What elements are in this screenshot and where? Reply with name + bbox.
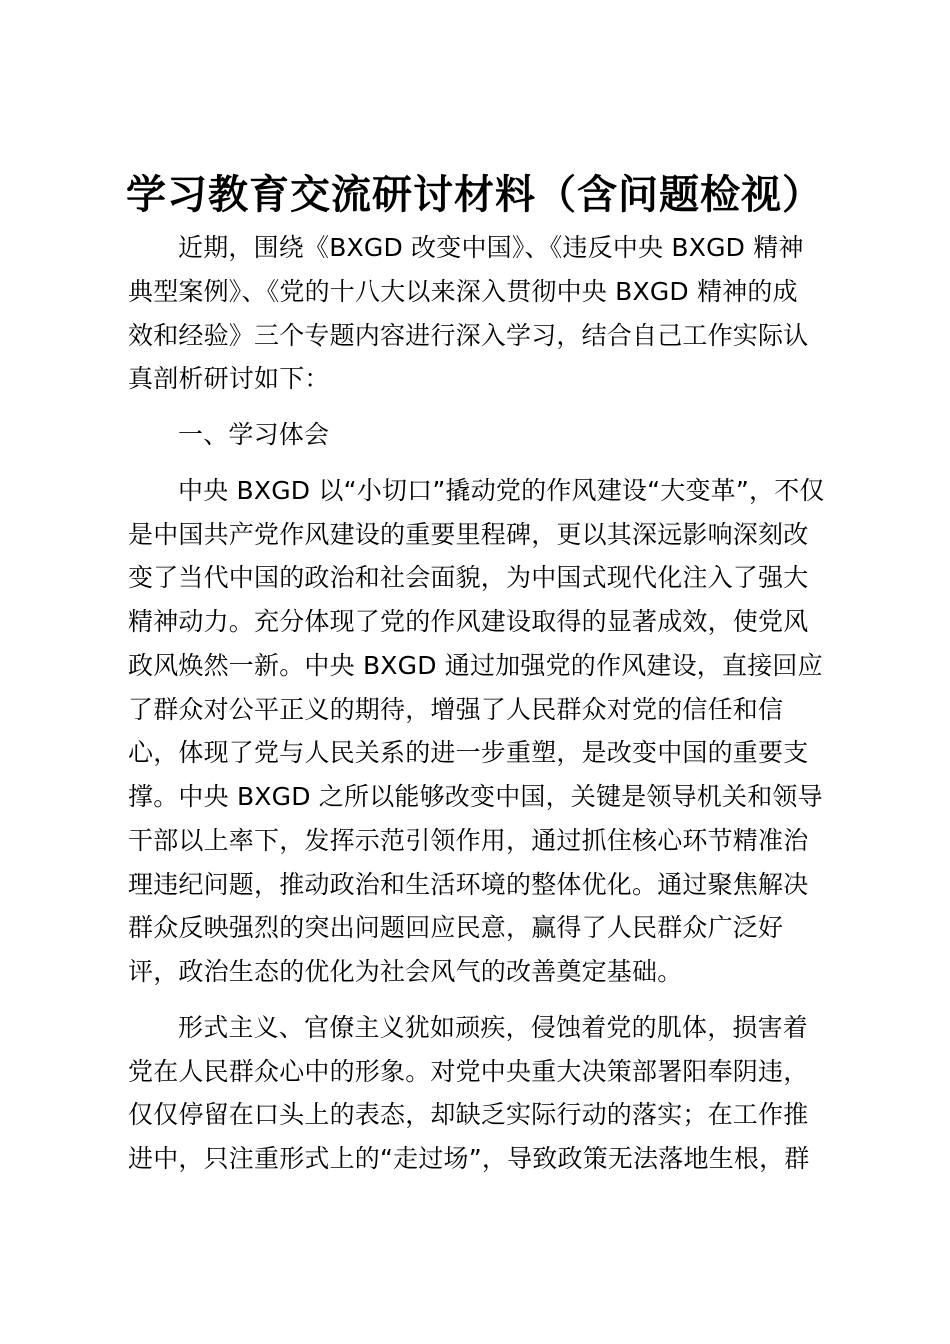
paragraph-3-line-4: 进中，只注重形式上的“走过场”，导致政策无法落地生根，群 xyxy=(128,1144,810,1173)
paragraph-2-line-7: 心，体现了党与人民关系的进一步重塑，是改变中国的重要支 xyxy=(128,738,809,768)
paragraph-2-line-11: 群众反映强烈的突出问题回应民意，赢得了人民群众广泛好 xyxy=(128,913,784,943)
paragraph-2-line-8: 撑。中央 BXGD 之所以能够改变中国，关键是领导机关和领导 xyxy=(128,782,823,811)
paragraph-2-line-9: 干部以上率下，发挥示范引领作用，通过抓住核心环节精准治 xyxy=(128,825,809,855)
paragraph-3-line-1: 形式主义、官僚主义犹如顽疾，侵蚀着党的肌体，损害着 xyxy=(178,1012,809,1042)
document-body xyxy=(128,226,828,1181)
paragraph-3-line-3: 仅仅停留在口头上的表态，却缺乏实际行动的落实；在工作推 xyxy=(128,1100,809,1130)
paragraph-1-line-1: 近期，围绕《BXGD 改变中国》、《违反中央 BXGD 精神 xyxy=(178,233,804,262)
paragraph-3-line-2: 党在人民群众心中的形象。对党中央重大决策部署阳奉阴违， xyxy=(128,1056,809,1086)
paragraph-2-line-2: 是中国共产党作风建设的重要里程碑，更以其深远影响深刻改 xyxy=(128,519,809,549)
paragraph-2-line-1: 中央 BXGD 以“小切口”撬动党的作风建设“大变革”，不仅 xyxy=(178,475,825,505)
paragraph-2-line-4: 精神动力。充分体现了党的作风建设取得的显著成效，使党风 xyxy=(128,607,809,636)
paragraph-1-line-2: 典型案例》、《党的十八大以来深入贯彻中央 BXGD 精神的成 xyxy=(128,276,798,306)
section-heading-1: 一、学习体会 xyxy=(178,420,330,449)
paragraph-2-line-3: 变了当代中国的政治和社会面貌，为中国式现代化注入了强大 xyxy=(128,563,809,593)
paragraph-2-line-12: 评，政治生态的优化为社会风气的改善奠定基础。 xyxy=(128,957,683,986)
paragraph-2-line-5: 政风焕然一新。中央 BXGD 通过加强党的作风建设，直接回应 xyxy=(128,650,823,680)
paragraph-1-line-3: 效和经验》三个专题内容进行深入学习，结合自己工作实际认 xyxy=(128,320,809,350)
document-title: 学习教育交流研讨材料（含问题检视） xyxy=(126,171,823,218)
paragraph-2-line-10: 理违纪问题，推动政治和生活环境的整体优化。通过聚焦解决 xyxy=(128,869,809,899)
paragraph-1-line-4: 真剖析研讨如下： xyxy=(128,364,330,394)
paragraph-2-line-6: 了群众对公平正义的期待，增强了人民群众对党的信任和信 xyxy=(128,694,784,724)
